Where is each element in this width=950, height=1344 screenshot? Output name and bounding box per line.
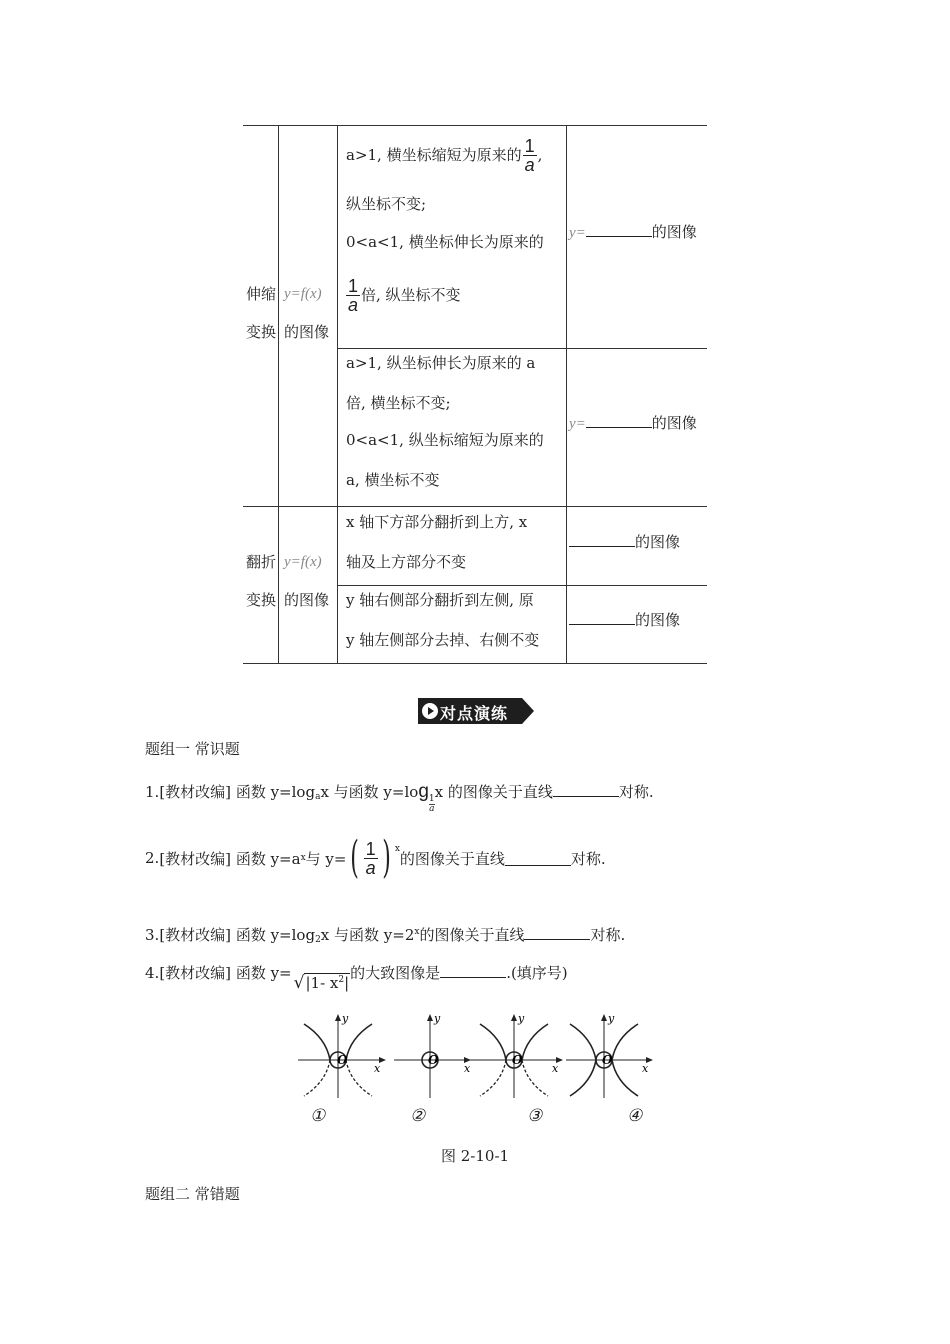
answer-blank[interactable]	[569, 610, 635, 625]
origin-label: O	[512, 1053, 523, 1067]
rule-text: 0<a<1, 纵坐标缩短为原来的	[346, 431, 544, 449]
fraction: $\frac{1}{a}$	[348, 275, 359, 315]
group-heading-1: 题组一 常识题	[145, 740, 240, 758]
category-line: 伸缩	[246, 285, 277, 303]
graph-2	[394, 1012, 471, 1098]
question-tag: [教材改编]	[159, 926, 232, 944]
question-4: 4.[教材改编] 函数 y= √|1- $x^2|$的大致图像是 .(填序号)	[145, 964, 568, 993]
origin-label: O	[602, 1053, 613, 1067]
origin-label: O	[337, 1053, 348, 1067]
rule-text: a>1, 纵坐标伸长为原来的 a	[346, 354, 536, 372]
rule-text: 倍, 纵坐标不变	[361, 286, 461, 304]
group-heading-2: 题组二 常错题	[145, 1185, 240, 1203]
practice-badge	[418, 698, 534, 724]
rule-text: 倍, 横坐标不变;	[346, 394, 451, 412]
stretch-y-rule	[346, 353, 564, 490]
graph-options	[290, 1010, 660, 1105]
answer-blank[interactable]	[569, 532, 635, 547]
flip-x-rule	[346, 512, 564, 572]
answer-blank[interactable]	[586, 413, 652, 428]
rule-text: a>1, 横坐标缩短为原来的	[346, 146, 522, 164]
origin-label: O	[428, 1053, 439, 1067]
function-label: 的图像	[284, 323, 330, 341]
rule-text: y 轴左侧部分去掉、右侧不变	[346, 631, 540, 649]
function-label: y=f(x)	[284, 286, 322, 302]
rule-text: a, 横坐标不变	[346, 471, 440, 489]
function-stretch	[284, 284, 329, 342]
answer-blank[interactable]	[586, 222, 652, 237]
question-tag: [教材改编]	[159, 964, 232, 982]
answer-blank[interactable]	[553, 782, 619, 797]
radical-expression: √|1- $x^2|$	[293, 973, 350, 993]
y-axis-label: y	[608, 1012, 615, 1025]
category-line: 变换	[246, 591, 277, 609]
badge-label: 对点演练	[440, 704, 509, 723]
graph-label-1: ①	[310, 1106, 326, 1125]
fraction: $\frac{1}{a}$	[524, 135, 535, 175]
question-tag: [教材改编]	[159, 783, 232, 801]
rule-text: 纵坐标不变;	[346, 195, 427, 213]
answer-blank[interactable]	[524, 925, 590, 940]
category-flip	[246, 552, 276, 610]
play-icon	[422, 703, 438, 719]
category-line: 变换	[246, 323, 277, 341]
function-label: 的图像	[284, 591, 330, 609]
stretch-x-rule: a>1, 横坐标缩短为原来的 $\frac{1}{a}$ , 纵坐标不变; 0<a<1, 横坐标伸长为原来的 $\frac{1}{a}$ 倍, 纵坐标不变	[346, 130, 564, 320]
y-axis-label: y	[518, 1012, 525, 1025]
stretch-x-result: y= 的图像	[569, 223, 697, 241]
x-axis-label: x	[642, 1062, 649, 1075]
y-axis-label: y	[434, 1012, 441, 1025]
fraction: $\frac{1}{a}$	[365, 838, 376, 878]
function-label: y=f(x)	[284, 554, 322, 570]
question-3: 3.[教材改编] 函数 $y=\log_2x$ 与函数 $y=2^x$的图像关于直线 对称.	[145, 926, 626, 945]
graph-4	[566, 1012, 652, 1098]
y-axis-label: y	[342, 1012, 349, 1025]
rule-text: 轴及上方部分不变	[346, 553, 467, 571]
flip-y-result: 的图像	[569, 610, 680, 630]
flip-y-rule	[346, 590, 564, 650]
function-flip	[284, 552, 329, 610]
category-line: 翻折	[246, 553, 277, 571]
question-1: 1.[教材改编] 函数 $y=\log_ax$ 与函数 y=log $\frac{1}{a}$ x 的图像关于直线 对称.	[145, 781, 654, 814]
question-2: 2. [教材改编] 函数 y=a x 与 y= ( $\frac{1}{a}$ ) x 的图像关于直线 对称.	[145, 832, 606, 883]
graph-label-3: ③	[527, 1106, 543, 1125]
x-axis-label: x	[464, 1062, 471, 1075]
rule-text: 0<a<1, 横坐标伸长为原来的	[346, 233, 544, 251]
stretch-y-result: y= 的图像	[569, 414, 697, 432]
answer-blank[interactable]	[505, 851, 571, 866]
answer-blank[interactable]	[440, 963, 506, 978]
rule-text: y 轴右侧部分翻折到左侧, 原	[346, 591, 534, 609]
figure-caption: 图 2-10-1	[441, 1147, 510, 1165]
category-stretch	[246, 284, 276, 342]
graph-label-4: ④	[627, 1106, 643, 1125]
question-tag: [教材改编]	[159, 849, 232, 868]
rule-text: x 轴下方部分翻折到上方, x	[346, 513, 528, 531]
x-axis-label: x	[374, 1062, 381, 1075]
x-axis-label: x	[552, 1062, 559, 1075]
graph-3	[470, 1012, 562, 1098]
graph-label-2: ②	[410, 1106, 426, 1125]
graph-1	[298, 1012, 385, 1098]
flip-x-result: 的图像	[569, 532, 680, 552]
